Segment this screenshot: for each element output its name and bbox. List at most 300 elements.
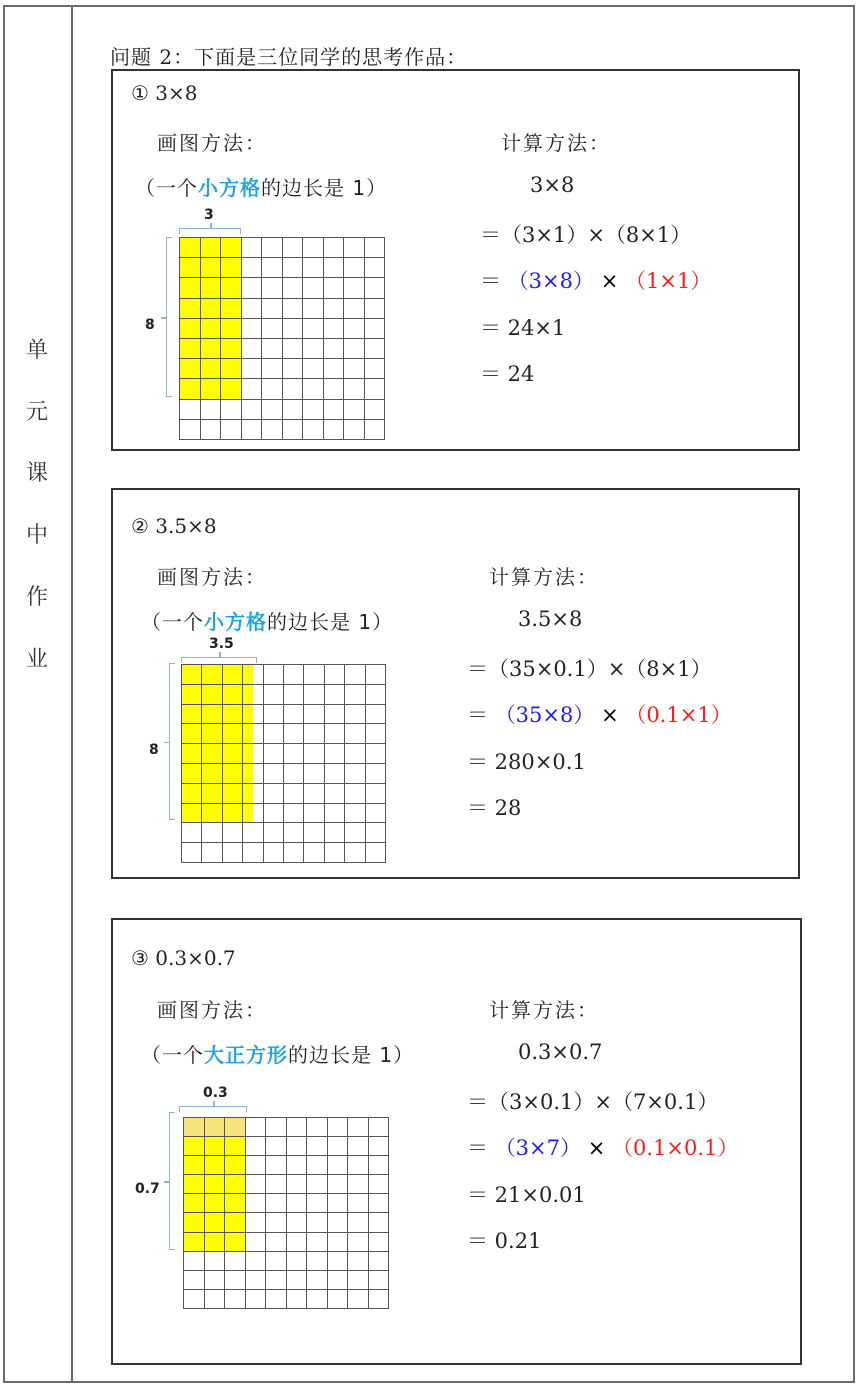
grid-cell <box>325 724 345 744</box>
grid-cell <box>262 359 283 379</box>
side-label-char: 业 <box>25 647 48 672</box>
grid-cell <box>328 1194 349 1213</box>
grid-cell <box>307 1175 328 1194</box>
grid-cell <box>365 299 386 319</box>
area-grid <box>179 237 385 440</box>
grid-cell <box>266 1213 287 1232</box>
grid-cell <box>221 359 242 379</box>
grid-cell <box>307 1271 328 1290</box>
grid-cell <box>223 804 243 824</box>
grid-cell <box>205 1118 226 1137</box>
grid-cell <box>182 843 202 863</box>
width-brace <box>181 657 257 663</box>
grid-cell <box>365 258 386 278</box>
grid-cell <box>242 299 263 319</box>
grid-cell <box>325 843 345 863</box>
grid-cell <box>328 1271 349 1290</box>
note-suffix: 的边长是 1） <box>261 176 388 200</box>
grid-cell <box>303 319 324 339</box>
grid-cell <box>284 705 304 725</box>
grid-cell <box>348 1118 369 1137</box>
grid-cell <box>180 238 201 258</box>
grid-cell <box>324 258 345 278</box>
grid-cell <box>246 1233 267 1252</box>
note-highlight: 小方格 <box>204 610 267 634</box>
grid-cell <box>180 420 201 440</box>
grid-cell <box>243 843 263 863</box>
grid-cell <box>246 1175 267 1194</box>
grid-cell <box>328 1252 349 1271</box>
grid-cell <box>303 238 324 258</box>
width-dimension-label: 3 <box>204 207 214 223</box>
grid-cell <box>287 1156 308 1175</box>
grid-cell <box>223 823 243 843</box>
grid-cell <box>182 823 202 843</box>
grid-cell <box>264 724 284 744</box>
grid-cell <box>345 685 365 705</box>
grid-cell <box>328 1233 349 1252</box>
grid-cell <box>324 379 345 399</box>
grid-cell <box>344 339 365 359</box>
work-title: ③ 0.3×0.7 <box>131 946 236 970</box>
grid-cell <box>324 420 345 440</box>
grid-cell <box>369 1156 390 1175</box>
grid-cell <box>221 299 242 319</box>
grid-cell <box>202 685 222 705</box>
grid-cell <box>243 744 263 764</box>
grid-cell <box>304 784 324 804</box>
grid-cell <box>266 1233 287 1252</box>
grid-cell <box>246 1290 267 1309</box>
grid-cell <box>328 1213 349 1232</box>
grid-cell <box>345 665 365 685</box>
grid-cell <box>344 359 365 379</box>
grid-cell <box>201 339 222 359</box>
height-brace <box>166 237 172 397</box>
calc-step-4: ＝ 24 <box>480 362 535 386</box>
grid-cell <box>201 258 222 278</box>
grid-cell <box>307 1252 328 1271</box>
grid-cell <box>366 724 386 744</box>
grid-cell <box>221 238 242 258</box>
grid-cell <box>303 400 324 420</box>
grid-cell <box>264 804 284 824</box>
grid-cell <box>304 665 324 685</box>
calc-method-label: 计算方法： <box>489 998 599 1022</box>
blue-group: （3×7） <box>494 1136 582 1160</box>
height-dimension-label: 8 <box>145 317 155 333</box>
grid-cell <box>303 299 324 319</box>
height-brace <box>169 663 175 820</box>
grid-cell <box>345 843 365 863</box>
grid-cell <box>344 400 365 420</box>
grid-cell <box>264 665 284 685</box>
grid-cell <box>225 1271 246 1290</box>
grid-cell <box>201 299 222 319</box>
grid-cell <box>366 784 386 804</box>
grid-cell <box>225 1290 246 1309</box>
grid-cell <box>369 1290 390 1309</box>
equals-sign: ＝ <box>467 703 488 727</box>
grid-cell <box>202 823 222 843</box>
grid-cell <box>266 1194 287 1213</box>
grid-cell <box>223 764 243 784</box>
grid-cell <box>284 823 304 843</box>
grid-cell <box>201 319 222 339</box>
grid-cell <box>348 1156 369 1175</box>
grid-cell <box>242 400 263 420</box>
calc-expression: 3×8 <box>530 173 575 197</box>
grid-cell <box>283 258 304 278</box>
calc-expression: 0.3×0.7 <box>518 1040 603 1064</box>
grid-cell <box>365 400 386 420</box>
grid-cell <box>221 319 242 339</box>
equals-sign: ＝ <box>480 269 501 293</box>
grid-cell <box>344 420 365 440</box>
grid-cell <box>223 665 243 685</box>
grid-cell <box>205 1156 226 1175</box>
grid-cell <box>205 1213 226 1232</box>
grid-cell <box>184 1213 205 1232</box>
note-suffix: 的边长是 1） <box>267 610 394 634</box>
grid-cell <box>201 278 222 298</box>
grid-cell <box>182 665 202 685</box>
grid-cell <box>262 420 283 440</box>
work-title: ① 3×8 <box>131 81 198 105</box>
grid-cell <box>283 400 304 420</box>
grid-cell <box>180 379 201 399</box>
width-dimension-label: 0.3 <box>203 1085 228 1101</box>
grid-cell <box>287 1271 308 1290</box>
grid-cell <box>225 1213 246 1232</box>
grid-cell <box>284 764 304 784</box>
grid-cell <box>348 1252 369 1271</box>
grid-cell <box>325 764 345 784</box>
calc-step-2 <box>467 1132 738 1162</box>
grid-cell <box>223 685 243 705</box>
grid-cell <box>325 685 345 705</box>
red-group: （1×1） <box>625 269 712 293</box>
grid-cell <box>304 764 324 784</box>
grid-cell <box>243 665 263 685</box>
grid-cell <box>184 1118 205 1137</box>
grid-cell <box>345 784 365 804</box>
grid-cell <box>283 339 304 359</box>
work-title: ② 3.5×8 <box>131 514 217 538</box>
grid-cell <box>184 1290 205 1309</box>
grid-cell <box>184 1156 205 1175</box>
grid-cell <box>366 744 386 764</box>
grid-cell <box>303 339 324 359</box>
grid-cell <box>324 319 345 339</box>
grid-cell <box>325 784 345 804</box>
grid-cell <box>264 823 284 843</box>
grid-cell <box>348 1137 369 1156</box>
grid-cell <box>344 299 365 319</box>
grid-cell <box>366 804 386 824</box>
grid-cell <box>180 278 201 298</box>
grid-cell <box>266 1252 287 1271</box>
note-prefix: （一个 <box>141 610 204 634</box>
grid-cell <box>182 705 202 725</box>
grid-cell <box>221 379 242 399</box>
grid-cell <box>348 1194 369 1213</box>
unit-note <box>141 606 393 635</box>
grid-cell <box>284 784 304 804</box>
grid-cell <box>366 665 386 685</box>
grid-cell <box>345 823 365 843</box>
red-group: （0.1×0.1） <box>612 1136 739 1160</box>
grid-cell <box>246 1118 267 1137</box>
grid-cell <box>202 705 222 725</box>
grid-cell <box>184 1233 205 1252</box>
grid-cell <box>202 665 222 685</box>
note-suffix: 的边长是 1） <box>288 1043 415 1067</box>
grid-cell <box>262 258 283 278</box>
grid-cell <box>180 400 201 420</box>
grid-cell <box>283 299 304 319</box>
grid-cell <box>225 1233 246 1252</box>
side-label-char: 元 <box>25 400 48 425</box>
grid-cell <box>325 744 345 764</box>
grid-cell <box>348 1271 369 1290</box>
grid-cell <box>184 1271 205 1290</box>
grid-cell <box>264 744 284 764</box>
grid-cell <box>284 665 304 685</box>
blue-group: （3×8） <box>507 269 595 293</box>
grid-cell <box>325 823 345 843</box>
grid-cell <box>221 420 242 440</box>
grid-cell <box>262 319 283 339</box>
grid-cell <box>365 339 386 359</box>
grid-cell <box>284 685 304 705</box>
grid-cell <box>287 1233 308 1252</box>
grid-cell <box>284 804 304 824</box>
grid-cell <box>184 1252 205 1271</box>
grid-cell <box>180 359 201 379</box>
grid-cell <box>246 1137 267 1156</box>
grid-cell <box>202 764 222 784</box>
grid-cell <box>201 359 222 379</box>
grid-cell <box>262 400 283 420</box>
grid-cell <box>328 1290 349 1309</box>
grid-cell <box>369 1233 390 1252</box>
grid-cell <box>182 764 202 784</box>
grid-cell <box>262 339 283 359</box>
height-dimension-label: 8 <box>149 742 159 758</box>
grid-cell <box>366 685 386 705</box>
grid-cell <box>366 705 386 725</box>
grid-cell <box>184 1194 205 1213</box>
grid-cell <box>223 705 243 725</box>
grid-cell <box>348 1213 369 1232</box>
note-prefix: （一个 <box>141 1043 204 1067</box>
grid-cell <box>283 379 304 399</box>
grid-cell <box>348 1290 369 1309</box>
area-grid <box>183 1117 389 1309</box>
calc-step-3: ＝ 24×1 <box>480 316 566 340</box>
grid-cell <box>366 823 386 843</box>
grid-cell <box>205 1194 226 1213</box>
grid-cell <box>223 744 243 764</box>
grid-cell <box>344 258 365 278</box>
grid-cell <box>287 1213 308 1232</box>
grid-cell <box>182 804 202 824</box>
grid-cell <box>369 1213 390 1232</box>
grid-cell <box>283 359 304 379</box>
grid-cell <box>246 1252 267 1271</box>
grid-cell <box>304 804 324 824</box>
grid-cell <box>225 1252 246 1271</box>
grid-cell <box>266 1175 287 1194</box>
grid-cell <box>287 1252 308 1271</box>
grid-cell <box>304 744 324 764</box>
draw-method-label: 画图方法： <box>157 998 267 1022</box>
calc-step-2 <box>480 265 711 295</box>
red-group: （0.1×1） <box>625 703 732 727</box>
grid-cell <box>344 319 365 339</box>
grid-cell <box>369 1271 390 1290</box>
grid-cell <box>307 1156 328 1175</box>
grid-cell <box>180 339 201 359</box>
grid-cell <box>202 804 222 824</box>
unit-note <box>141 1039 414 1068</box>
grid-cell <box>243 784 263 804</box>
grid-cell <box>283 420 304 440</box>
grid-cell <box>324 359 345 379</box>
grid-cell <box>262 379 283 399</box>
grid-cell <box>344 379 365 399</box>
work-box-3 <box>111 918 802 1365</box>
grid-cell <box>307 1137 328 1156</box>
grid-cell <box>328 1156 349 1175</box>
grid-cell <box>225 1175 246 1194</box>
note-highlight: 大正方形 <box>204 1043 288 1067</box>
grid-cell <box>184 1175 205 1194</box>
grid-cell <box>243 823 263 843</box>
calc-step-1: ＝（3×0.1）×（7×0.1） <box>467 1090 719 1114</box>
grid-cell <box>201 379 222 399</box>
grid-cell <box>202 744 222 764</box>
grid-cell <box>180 258 201 278</box>
grid-cell <box>182 724 202 744</box>
grid-cell <box>184 1137 205 1156</box>
grid-cell <box>324 400 345 420</box>
calc-method-label: 计算方法： <box>489 565 599 589</box>
grid-cell <box>264 764 284 784</box>
grid-cell <box>202 724 222 744</box>
grid-cell <box>325 705 345 725</box>
grid-cell <box>324 299 345 319</box>
grid-cell <box>242 319 263 339</box>
grid-cell <box>328 1175 349 1194</box>
grid-cell <box>205 1137 226 1156</box>
grid-cell <box>246 1271 267 1290</box>
grid-cell <box>345 724 365 744</box>
grid-cell <box>242 258 263 278</box>
grid-cell <box>307 1233 328 1252</box>
grid-cell <box>221 278 242 298</box>
grid-cell <box>242 339 263 359</box>
grid-cell <box>246 1156 267 1175</box>
grid-cell <box>242 359 263 379</box>
grid-cell <box>205 1175 226 1194</box>
grid-cell <box>264 843 284 863</box>
times-sign: × <box>601 703 619 727</box>
grid-cell <box>221 258 242 278</box>
grid-cell <box>243 804 263 824</box>
grid-cell <box>262 278 283 298</box>
grid-cell <box>182 685 202 705</box>
grid-cell <box>365 278 386 298</box>
grid-cell <box>369 1252 390 1271</box>
width-brace <box>179 1106 247 1112</box>
grid-cell <box>303 420 324 440</box>
grid-cell <box>365 420 386 440</box>
calc-method-label: 计算方法： <box>501 131 611 155</box>
grid-cell <box>205 1233 226 1252</box>
grid-cell <box>223 784 243 804</box>
grid-cell <box>303 379 324 399</box>
unit-note <box>135 172 387 201</box>
grid-cell <box>348 1175 369 1194</box>
grid-cell <box>225 1118 246 1137</box>
calc-step-3: ＝ 21×0.01 <box>467 1183 586 1207</box>
grid-cell <box>365 379 386 399</box>
grid-cell <box>264 784 284 804</box>
side-label-char: 单 <box>25 338 48 363</box>
grid-cell <box>304 823 324 843</box>
grid-cell <box>365 359 386 379</box>
calc-step-2 <box>467 699 732 729</box>
grid-cell <box>264 685 284 705</box>
grid-cell <box>243 724 263 744</box>
grid-cell <box>345 804 365 824</box>
blue-group: （35×8） <box>494 703 595 727</box>
grid-cell <box>345 764 365 784</box>
grid-cell <box>328 1118 349 1137</box>
grid-cell <box>344 238 365 258</box>
grid-cell <box>369 1194 390 1213</box>
grid-cell <box>287 1194 308 1213</box>
grid-cell <box>243 705 263 725</box>
grid-cell <box>242 278 263 298</box>
grid-cell <box>345 705 365 725</box>
grid-cell <box>307 1118 328 1137</box>
grid-cell <box>365 238 386 258</box>
grid-cell <box>205 1290 226 1309</box>
grid-cell <box>262 238 283 258</box>
grid-cell <box>201 400 222 420</box>
grid-cell <box>304 685 324 705</box>
grid-cell <box>283 278 304 298</box>
grid-cell <box>264 705 284 725</box>
calc-step-1: ＝（35×0.1）×（8×1） <box>467 657 712 681</box>
grid-cell <box>205 1252 226 1271</box>
grid-cell <box>324 339 345 359</box>
grid-cell <box>284 724 304 744</box>
grid-cell <box>180 319 201 339</box>
grid-cell <box>246 1213 267 1232</box>
times-sign: × <box>600 269 619 293</box>
grid-cell <box>365 319 386 339</box>
grid-cell <box>284 843 304 863</box>
grid-cell <box>348 1233 369 1252</box>
grid-cell <box>287 1118 308 1137</box>
width-dimension-label: 3.5 <box>209 636 234 652</box>
grid-cell <box>243 764 263 784</box>
draw-method-label: 画图方法： <box>157 131 267 155</box>
